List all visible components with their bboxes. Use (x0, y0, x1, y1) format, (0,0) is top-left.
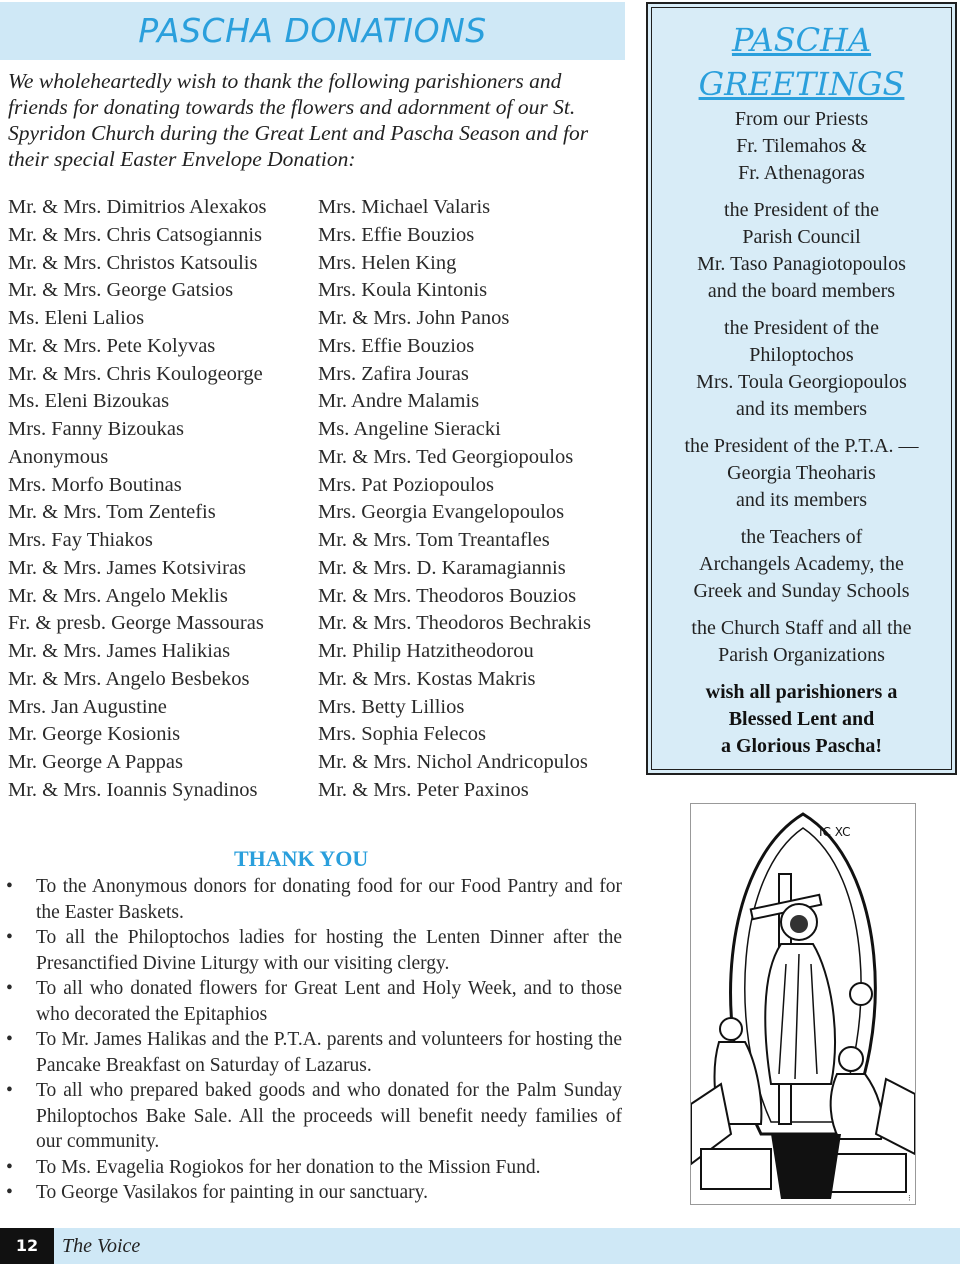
donor-name: Mrs. Michael Valaris (318, 196, 491, 218)
donor-name: Mr. & Mrs. Tom Zentefis (8, 501, 216, 524)
donor-name: Mr. & Mrs. Ted Georgiopoulos (318, 445, 574, 468)
thank-you-text: To Ms. Evagelia Rogiokos for her donation to the Mission Fund. (36, 1156, 541, 1178)
donor-name: Mrs. Georgia Evangelopoulos (318, 501, 565, 524)
donor-name: Mrs. Fanny Bizoukas (8, 418, 184, 440)
greetings-title-line1: PASCHA (731, 21, 872, 59)
donor-name: Mr. & Mrs. James Halikias (8, 640, 231, 662)
bullet-icon: • (6, 1029, 13, 1050)
greeting-line: Mr. Taso Panagiotopoulos (697, 253, 906, 275)
donor-name: Mrs. Zafira Jouras (318, 362, 469, 385)
thank-you-text: To all the Philoptochos ladies for hosting the Lenten Dinner after the Presanctified Divine Liturgy with our visiting clergy. (36, 927, 622, 974)
bullet-icon: • (6, 978, 13, 999)
donor-list-left (8, 194, 267, 805)
resurrection-icon (691, 804, 915, 1204)
greetings-title (648, 18, 955, 106)
thank-you-item (6, 925, 622, 976)
thank-you-item (6, 1027, 622, 1078)
greeting-line: the Teachers of (740, 526, 863, 548)
greeting-line: Parish Organizations (718, 644, 885, 666)
donor-name: Mr. & Mrs. Ioannis Synadinos (8, 778, 258, 801)
greeting-line: Philoptochos (749, 344, 854, 366)
greeting-staff (648, 615, 955, 669)
thank-you-item (6, 976, 622, 1027)
donor-name: Mrs. Sophia Felecos (318, 723, 486, 746)
greeting-line: and its members (735, 489, 868, 511)
thank-you-heading: THANK YOU (234, 846, 369, 871)
donor-name: Mrs. Helen King (318, 251, 457, 274)
donor-name: Mr. & Mrs. Pete Kolyvas (8, 334, 216, 357)
donor-name: Fr. & presb. George Massouras (8, 612, 264, 635)
page-number: 12 (0, 1228, 54, 1264)
thank-you-item (6, 1180, 622, 1206)
thank-you-text: To all who prepared baked goods and who donated for the Palm Sunday Philoptochos Bake Sale. All the proceeds will benefit needy families of our community. (36, 1080, 622, 1152)
donor-name: Ms. Angeline Sieracki (318, 418, 501, 440)
greeting-line: the President of the (724, 317, 879, 339)
donor-name: Mrs. Koula Kintonis (318, 279, 488, 302)
thank-you-item (6, 1078, 622, 1155)
icon-mark: ⁝ (908, 1194, 911, 1204)
greeting-teachers (648, 524, 955, 605)
greeting-line: Fr. Athenagoras (738, 162, 865, 184)
donor-name: Mr. & Mrs. Nichol Andricopulos (318, 751, 588, 773)
donor-list-right (318, 194, 591, 805)
bullet-icon: • (6, 1080, 13, 1101)
greetings-box (646, 2, 957, 775)
donor-name: Mr. & Mrs. Angelo Besbekos (8, 667, 250, 690)
greeting-line: and its members (735, 398, 868, 420)
thank-you-text: To George Vasilakos for painting in our sanctuary. (36, 1182, 428, 1203)
donor-name: Mr. & Mrs. Christos Katsoulis (8, 251, 258, 274)
donor-name: Mr. Andre Malamis (318, 390, 480, 413)
greeting-line: the President of the P.T.A. — (684, 435, 919, 457)
donor-name: Mr. & Mrs. Theodoros Bouzios (318, 584, 577, 607)
donor-name: Anonymous (8, 445, 109, 468)
donor-name: Mrs. Effie Bouzios (318, 223, 475, 246)
donor-name: Mr. & Mrs. Chris Koulogeorge (8, 362, 263, 385)
bullet-icon: • (6, 1182, 13, 1203)
thank-you-list (6, 874, 622, 1206)
greeting-line: a Glorious Pascha! (720, 735, 883, 757)
donor-name: Mr. & Mrs. Tom Treantafles (318, 529, 550, 551)
greeting-line: wish all parishioners a (705, 681, 898, 703)
thank-you-text: To the Anonymous donors for donating food for our Food Pantry and for the Easter Baskets. (36, 876, 622, 923)
thank-you-item (6, 874, 622, 925)
greeting-priests (648, 106, 955, 187)
donor-name: Mr. & Mrs. Angelo Meklis (8, 584, 228, 607)
greeting-line: Mrs. Toula Georgiopoulos (696, 371, 907, 393)
donor-name: Mrs. Morfo Boutinas (8, 473, 182, 496)
publication-name: The Voice (62, 1235, 141, 1257)
donor-name: Mr. & Mrs. Kostas Makris (318, 667, 536, 690)
donor-name: Mr. & Mrs. John Panos (318, 307, 510, 329)
donor-name: Mrs. Betty Lillios (318, 695, 465, 718)
greeting-line: Blessed Lent and (728, 708, 875, 730)
greeting-wish (648, 679, 955, 760)
thank-you-text: To all who donated flowers for Great Lent and Holy Week, and to those who decorated the Epitaphios (36, 978, 622, 1025)
footer-band (0, 1228, 960, 1264)
greeting-line: the Church Staff and all the (691, 617, 912, 639)
greeting-philoptochos (648, 315, 955, 423)
donor-name: Mrs. Effie Bouzios (318, 334, 475, 357)
icon-inscription: IC XC (819, 825, 851, 839)
donor-name: Mr. George A Pappas (8, 751, 184, 773)
resurrection-icon-image (690, 803, 916, 1205)
donor-name: Mr. & Mrs. Theodoros Bechrakis (318, 612, 591, 635)
donor-name: Mrs. Jan Augustine (8, 695, 167, 718)
greeting-line: the President of the (724, 199, 879, 221)
bullet-icon: • (6, 876, 13, 897)
donor-name: Mrs. Fay Thiakos (8, 529, 153, 551)
bullet-icon: • (6, 927, 13, 948)
greeting-pta (648, 433, 955, 514)
greeting-council (648, 197, 955, 305)
bullet-icon: • (6, 1156, 13, 1178)
donor-name: Mr. & Mrs. George Gatsios (8, 279, 234, 302)
donor-name: Mr. & Mrs. Dimitrios Alexakos (8, 196, 267, 218)
donor-name: Mr. & Mrs. James Kotsiviras (8, 556, 247, 579)
donor-name: Mr. & Mrs. D. Karamagiannis (318, 556, 566, 579)
intro-paragraph: We wholeheartedly wish to thank the following parishioners and friends for donating towards the flowers and adornment of our St. Spyridon Church during the Great Lent and Pascha Season and for their special Easter Envelope Donation: (8, 69, 589, 171)
greetings-title-line2: GREETINGS (698, 65, 905, 103)
donor-name: Mr. & Mrs. Peter Paxinos (318, 778, 529, 801)
greeting-line: Greek and Sunday Schools (693, 580, 910, 602)
donor-name: Ms. Eleni Lalios (8, 307, 145, 329)
title-band (0, 2, 625, 60)
greeting-line: and the board members (707, 280, 896, 302)
thank-you-text: To Mr. James Halikas and the P.T.A. parents and volunteers for hosting the Pancake Breakfast on Saturday of Lazarus. (36, 1029, 622, 1076)
greeting-line: From our Priests (734, 108, 869, 130)
donor-name: Mr. George Kosionis (8, 723, 181, 746)
donor-name: Mrs. Pat Poziopoulos (318, 473, 494, 496)
greeting-line: Parish Council (742, 226, 861, 248)
donor-name: Mr. Philip Hatzitheodorou (318, 640, 534, 662)
donor-name: Ms. Eleni Bizoukas (8, 390, 170, 413)
donor-name: Mr. & Mrs. Chris Catsogiannis (8, 223, 262, 246)
thank-you-item (6, 1155, 622, 1181)
page-title: PASCHA DONATIONS (138, 11, 487, 50)
greeting-line: Archangels Academy, the (699, 553, 904, 575)
greeting-line: Georgia Theoharis (727, 462, 876, 484)
greeting-line: Fr. Tilemahos & (736, 135, 867, 157)
